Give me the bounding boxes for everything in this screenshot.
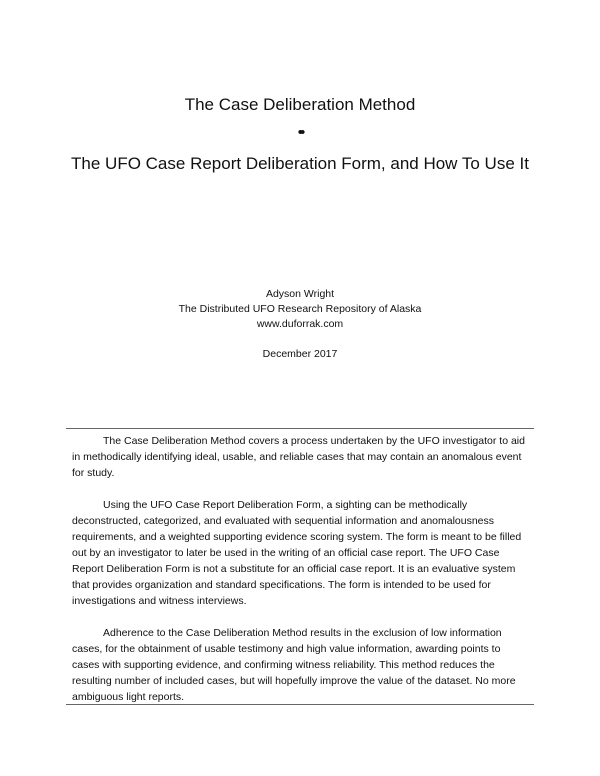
divider-top bbox=[66, 428, 534, 429]
author-organization: The Distributed UFO Research Repository of Alaska bbox=[178, 303, 422, 315]
document-date: December 2017 bbox=[262, 348, 338, 360]
author-website: www.duforrak.com bbox=[256, 318, 344, 330]
document-title: The Case Deliberation Method bbox=[184, 95, 416, 114]
document-subtitle: The UFO Case Report Deliberation Form, and How To Use It bbox=[71, 154, 529, 173]
paragraph: Adherence to the Case Deliberation Method results in the exclusion of low information cases, for the obtainment of usable testimony and high value information, awarding points to cases with supporting evidence, and confirming witness reliability. This method reduces the resulting number of included cases, but will hopefully improve the value of the dataset. No more ambiguous light reports. bbox=[72, 627, 516, 703]
divider-bottom bbox=[66, 704, 534, 705]
paragraph: Using the UFO Case Report Deliberation Form, a sighting can be methodically deconstructed, categorized, and evaluated with sequential information and anomalousness requirements, and a weighted supporting evidence scoring system. The form is meant to be filled out by an investigator to later be used in the writing of an official case report. The UFO Case Report Deliberation Form is not a substitute for an official case report. It is an evaluative system that provides organization and standard specifications. The form is intended to be used for investigations and witness interviews. bbox=[72, 499, 522, 607]
paragraph: The Case Deliberation Method covers a process undertaken by the UFO investigator to aid in methodically identifying ideal, usable, and reliable cases that may contain an anomalous event for study. bbox=[72, 435, 525, 479]
abstract-body bbox=[72, 433, 530, 721]
author-block bbox=[0, 287, 600, 332]
author-name: Adyson Wright bbox=[265, 288, 335, 300]
title-separator: •• bbox=[297, 124, 303, 141]
